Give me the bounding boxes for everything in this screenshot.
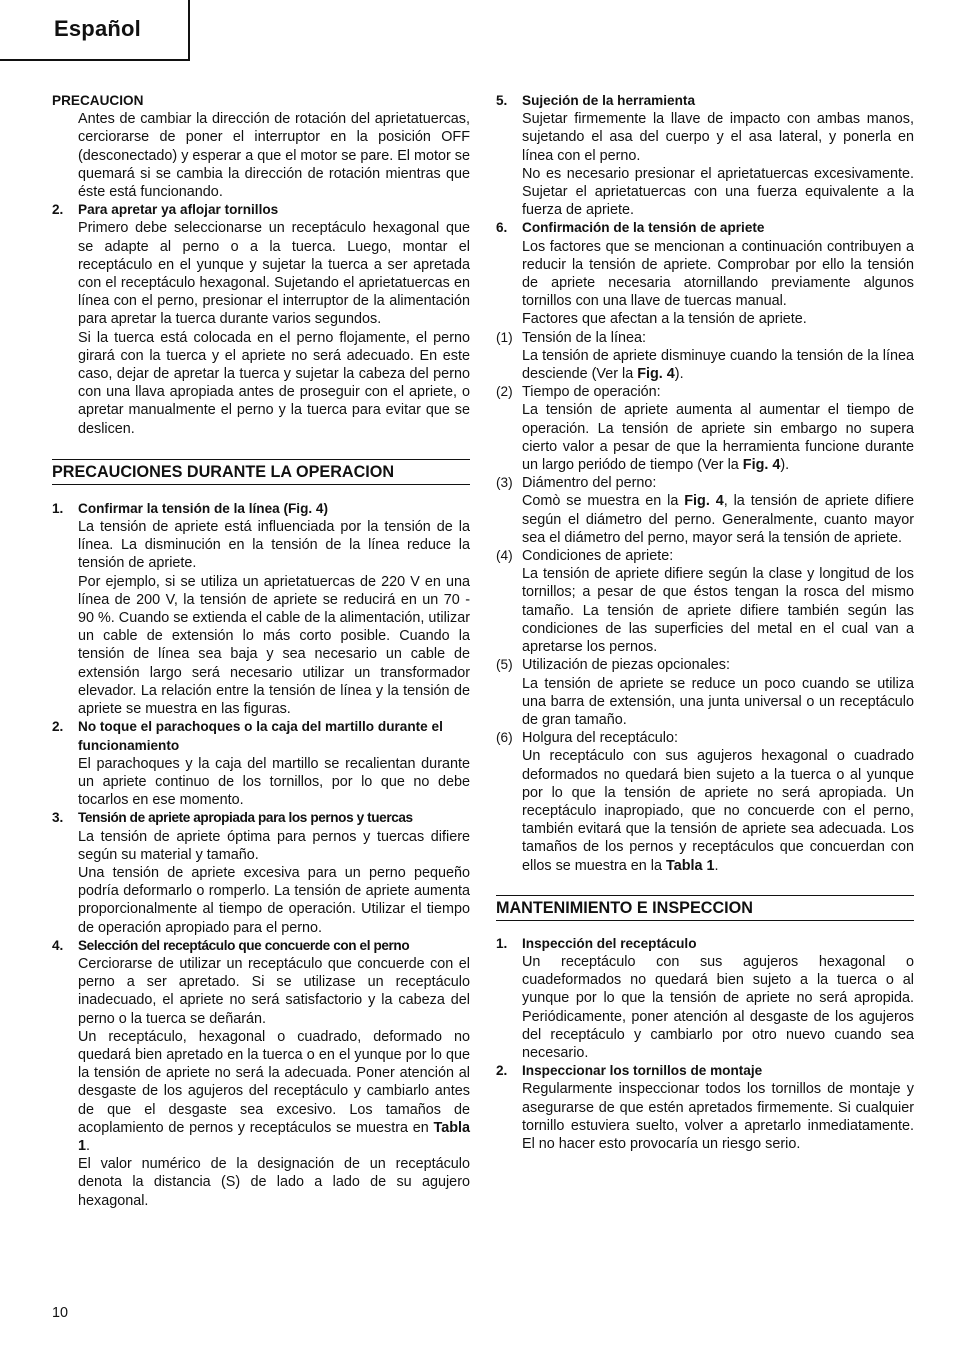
- op-6-block: [496, 219, 914, 328]
- paragraph: No es necesario presionar el aprietatuercas excesivamente. Sujetar el aprietatuercas con una fuerza equivalente a la fuerza de apriete.: [522, 165, 914, 219]
- maint-1-heading: [496, 935, 914, 953]
- text-run: Un receptáculo, hexagonal o cuadrado, deformado no quedará bien apretado en la tuerca o en el yunque por lo que la tensión de apriete no será la adecuada. Poner atención al desgaste de los agujeros del receptáculo y cambiarlo antes de que el desgaste sea excesivo. Los tamaños de acoplamiento de pernos y receptáculos se muestra en: [78, 1028, 470, 1136]
- factor-heading: [496, 547, 914, 565]
- factor-4: [496, 547, 914, 656]
- item-number: 2.: [496, 1063, 508, 1079]
- paragraph: Los factores que se mencionan a continuación contribuyen a reducir la tensión de apriete. Comprobar por ello la tensión de apriete necesaria atornillando previamente algunos tornillos con una llave de tuercas manual.: [522, 238, 914, 310]
- maint-2-heading: [496, 1062, 914, 1080]
- page-number: 10: [52, 1305, 69, 1321]
- factor-number: (5): [496, 657, 513, 673]
- paragraph: [496, 401, 914, 474]
- language-tab: [0, 0, 190, 61]
- factor-number: (2): [496, 384, 513, 400]
- paragraph: Si la tuerca está colocada en el perno flojamente, el perno girará con la tuerca y el apriete no será adecuado. En este caso, dejar de apretar la tuerca y sujetar la cabeza del perno con una llava apropiada antes de proseguir con el apriete, o apretar manualmente el perno y la tuerca para evitar que se deslicen.: [78, 329, 470, 437]
- factor-number: (4): [496, 548, 513, 564]
- factor-title: Utilización de piezas opcionales:: [522, 657, 730, 674]
- factor-title: Holgura del receptáculo:: [522, 730, 678, 747]
- figure-reference: Fig. 4: [742, 457, 781, 474]
- item-title: Inspección del receptáculo: [522, 935, 697, 951]
- precaucion-block: [52, 92, 470, 201]
- item-title: Para apretar ya aflojar tornillos: [78, 202, 279, 218]
- item-number: 1.: [496, 935, 508, 951]
- paragraph: Factores que afectan a la tensión de apriete.: [522, 311, 807, 328]
- table-reference: Tabla 1: [665, 857, 715, 874]
- paragraph: La tensión de apriete se reduce un poco cuando se utiliza una barra de extensión, una junta universal o un receptáculo de gran tamaño.: [522, 675, 914, 728]
- item-title: Inspeccionar los tornillos de montaje: [522, 1063, 763, 1079]
- item-title: Confirmación de la tensión de apriete: [522, 220, 765, 236]
- op-5-heading: [496, 92, 914, 110]
- factor-3: [496, 474, 914, 547]
- item-2-heading: [52, 201, 470, 219]
- item-number: 6.: [496, 220, 508, 236]
- paragraph: Cerciorarse de utilizar un receptáculo que concuerde con el perno a ser apretado. Si se utilizase un receptáculo inadecuado, el apriete no será satisfactorio y la cabeza del perno o la tuerca se deñarán.: [78, 955, 470, 1027]
- paragraph: [496, 492, 914, 547]
- item-number: 3.: [52, 810, 64, 826]
- text-run: La tensión de apriete disminuye cuando la tensión de la línea desciende (Ver la: [522, 347, 914, 383]
- op-3-heading: [52, 809, 470, 827]
- paragraph: Sujetar firmemente la llave de impacto con ambas manos, sujetando el asa del cuerpo y el asa lateral, y ponerla en línea con el perno.: [522, 111, 914, 164]
- maint-1-block: [496, 935, 914, 1062]
- op-4-heading: [52, 937, 470, 955]
- op-1-block: [52, 500, 470, 718]
- op-2-block: [52, 718, 470, 809]
- paragraph: La tensión de apriete difiere según la clase y longitud de los tornillos; a pesar de que éstos tengan la rosca del mismo tamaño. La tensión de apriete difiere también según las condiciones de las superficies del metal en el cual van a apretarse los pernos.: [522, 566, 914, 656]
- item-2-block: [52, 201, 470, 438]
- figure-reference: Fig. 4: [637, 366, 675, 383]
- precaucion-text: Antes de cambiar la dirección de rotación del aprietatuercas, cerciorarse de poner el interruptor en la posición OFF (desconectado) y esperar a que el motor se pare. El motor se quemará si se cambia la dirección de rotación mientras que éste está funcionando.: [78, 111, 470, 201]
- table-reference: Tabla 1: [78, 1119, 470, 1154]
- right-column: [496, 92, 914, 1153]
- language-label: Español: [54, 16, 141, 41]
- figure-reference: Fig. 4: [684, 493, 724, 510]
- factor-number: (1): [496, 329, 513, 345]
- item-number: 2.: [52, 202, 64, 218]
- paragraph: Un receptáculo con sus agujeros hexagonal o cuadeformados no quedará bien sujeto a la tuerca o al yunque por lo que la tensión de apriete no será apropida. Periódicamente, poner atención al desgaste de los agujeros del receptáculo y cambiarlo por otro nuevo cuando sea necesario.: [522, 953, 914, 1061]
- text-run: La tensión de apriete aumenta al aumentar el tiempo de operación. La tensión de apriete sin embargo no supera cierto valor a pesar de que la herramienta funcione durante un largo periódo de tiempo (Ver la: [522, 402, 914, 474]
- item-number: 2.: [52, 719, 64, 735]
- precaucion-heading: PRECAUCION: [52, 93, 144, 108]
- op-3-block: [52, 809, 470, 936]
- op-2-heading: [52, 718, 470, 754]
- item-number: 4.: [52, 937, 64, 953]
- item-title: Tensión de apriete apropiada para los pernos y tuercas: [78, 810, 413, 826]
- factor-1: [496, 329, 914, 384]
- item-title: No toque el parachoques o la caja del martillo durante el funcionamiento: [78, 719, 443, 753]
- factor-heading: [496, 329, 914, 347]
- item-title: Sujeción de la herramienta: [522, 93, 696, 108]
- text-run: ).: [674, 366, 684, 383]
- paragraph: Una tensión de apriete excesiva para un perno pequeño podría deformarlo o romperlo. La tensión de apriete aumenta proporcionalmente al tiempo de operación. Utilizar el tiempo de operación apropiado para el perno.: [78, 864, 470, 936]
- text-run: , la tensión de apriete difiere según el diámetro del perno. Generalmente, cuanto mayor sea el diámetro del perno, mayor será la tensión de apriete.: [522, 493, 914, 546]
- item-number: 1.: [52, 500, 64, 516]
- text-run: Un receptáculo con sus agujeros hexagonal o cuadrado deformados no quedará bien sujeto a la tuerca o al yunque por lo que la tensión de apriete no será apropiada. Un receptáculo inapropiado, que no concuerde con el perno, también evitará que la tensión de apriete sea adecuada. Los tamaños de los pernos y receptáculos que concuerdan con ellos se muestra en la: [522, 748, 914, 874]
- op-6-heading: [496, 219, 914, 237]
- factor-6: [496, 729, 914, 875]
- maint-2-block: [496, 1062, 914, 1153]
- factor-title: Tensión de la línea:: [522, 329, 647, 346]
- item-title: Confirmar la tensión de la línea (Fig. 4): [78, 500, 329, 516]
- text-run: .: [714, 857, 719, 874]
- item-number: 5.: [496, 93, 508, 108]
- paragraph: [496, 747, 914, 874]
- op-4-block: [52, 937, 470, 1210]
- factor-number: (3): [496, 475, 513, 491]
- paragraph: Regularmente inspeccionar todos los tornillos de montaje y asegurarse de que estén apretados firmemente. Si cualquier tornillo estuviera suelto, volver a apretarlo inmediatamente. El no hacer esto provocaría un riesgo serio.: [522, 1081, 914, 1152]
- factor-title: Tiempo de operación:: [522, 384, 661, 401]
- factor-heading: [496, 656, 914, 674]
- factor-title: Condiciones de apriete:: [522, 548, 674, 565]
- paragraph: El parachoques y la caja del martillo se recalientan durante un apriete continuo de los tornillos, por lo que no debe tocarlos en ese momento.: [78, 755, 470, 809]
- text-run: .: [86, 1137, 91, 1154]
- paragraph: Por ejemplo, si se utiliza un aprietatuercas de 220 V en una línea de 200 V, la tensión de apriete se reducirá en un 70 - 90 %. Cuando se extienda el cable de la alimentación, utilizar un cable de extensión lo más corto posible. Cuando la tensión de línea sea baja y sea necesario un cable de extensión largo será necesario utilizar un transformador elevador. La relación entre la tensión de línea y la tensión de apriete se muestra en las figuras.: [78, 573, 470, 718]
- paragraph: [496, 347, 914, 383]
- text-run: ).: [780, 457, 790, 474]
- op-1-heading: [52, 500, 470, 518]
- paragraph: Primero debe seleccionarse un receptáculo hexagonal que se adapte al perno o a la tuerca. Luego, montar el receptáculo en el yunque y sujetar la tuerca a ser apretada con el receptáculo hexagonal. Sujetando el aprietatuercas en línea con el perno, presionar el interruptor de la alimentación para apretar la tuerca durante varios segundos.: [78, 220, 470, 328]
- factor-number: (6): [496, 730, 513, 746]
- factor-5: [496, 656, 914, 729]
- section-title-mantenimiento: MANTENIMIENTO E INSPECCION: [496, 895, 914, 921]
- factor-title: Diámentro del perno:: [522, 475, 657, 492]
- factor-heading: [496, 474, 914, 492]
- left-column: [52, 92, 470, 1210]
- paragraph: [52, 1028, 470, 1155]
- paragraph: El valor numérico de la designación de un receptáculo denota la distancia (S) de lado a lado de su agujero hexagonal.: [78, 1156, 470, 1209]
- item-title: Selección del receptáculo que concuerde con el perno: [78, 937, 410, 953]
- factor-heading: [496, 729, 914, 747]
- factor-heading: [496, 383, 914, 401]
- section-title-operacion: PRECAUCIONES DURANTE LA OPERACION: [52, 459, 470, 485]
- op-5-block: [496, 92, 914, 219]
- text-run: Comò se muestra en la: [522, 493, 685, 510]
- paragraph: La tensión de apriete está influenciada por la tensión de la línea. La disminución en la tensión de la línea reduce la tensión de apriete.: [78, 519, 470, 572]
- factor-2: [496, 383, 914, 474]
- paragraph: La tensión de apriete óptima para pernos y tuercas difiere según su material y tamaño.: [78, 828, 470, 863]
